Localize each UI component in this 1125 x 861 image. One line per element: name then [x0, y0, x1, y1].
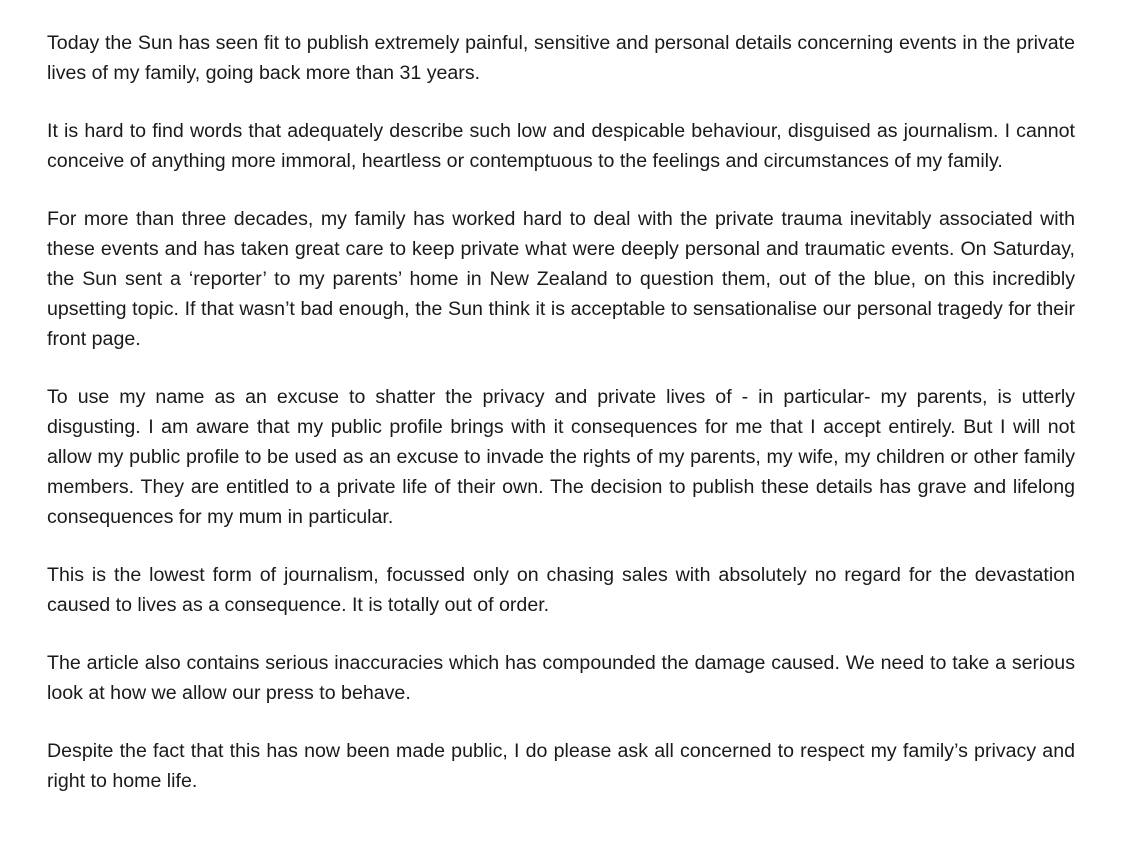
statement-document — [47, 28, 1075, 796]
paragraph-5: This is the lowest form of journalism, focussed only on chasing sales with absolutely no regard for the devastation caused to lives as a consequence. It is totally out of order. — [47, 564, 1075, 616]
paragraph-2: It is hard to find words that adequately describe such low and despicable behaviour, disguised as journalism. I cannot conceive of anything more immoral, heartless or contemptuous to the feelings and circumstances of my family. — [47, 120, 1075, 172]
paragraph-4: To use my name as an excuse to shatter the privacy and private lives of - in particular- my parents, is utterly disgusting. I am aware that my public profile brings with it consequences for me that I accept entirely. But I will not allow my public profile to be used as an excuse to invade the rights of my parents, my wife, my children or other family members. They are entitled to a private life of their own. The decision to publish these details has grave and lifelong consequences for my mum in particular. — [47, 386, 1075, 528]
paragraph-6: The article also contains serious inaccuracies which has compounded the damage caused. We need to take a serious look at how we allow our press to behave. — [47, 652, 1075, 704]
paragraph-1: Today the Sun has seen fit to publish extremely painful, sensitive and personal details concerning events in the private lives of my family, going back more than 31 years. — [47, 32, 1075, 84]
paragraph-3: For more than three decades, my family has worked hard to deal with the private trauma inevitably associated with these events and has taken great care to keep private what were deeply personal and traumatic events. On Saturday, the Sun sent a ‘reporter’ to my parents’ home in New Zealand to question them, out of the blue, on this incredibly upsetting topic. If that wasn’t bad enough, the Sun think it is acceptable to sensationalise our personal tragedy for their front page. — [47, 208, 1075, 350]
paragraph-7: Despite the fact that this has now been made public, I do please ask all concerned to respect my family’s privacy and right to home life. — [47, 740, 1075, 792]
